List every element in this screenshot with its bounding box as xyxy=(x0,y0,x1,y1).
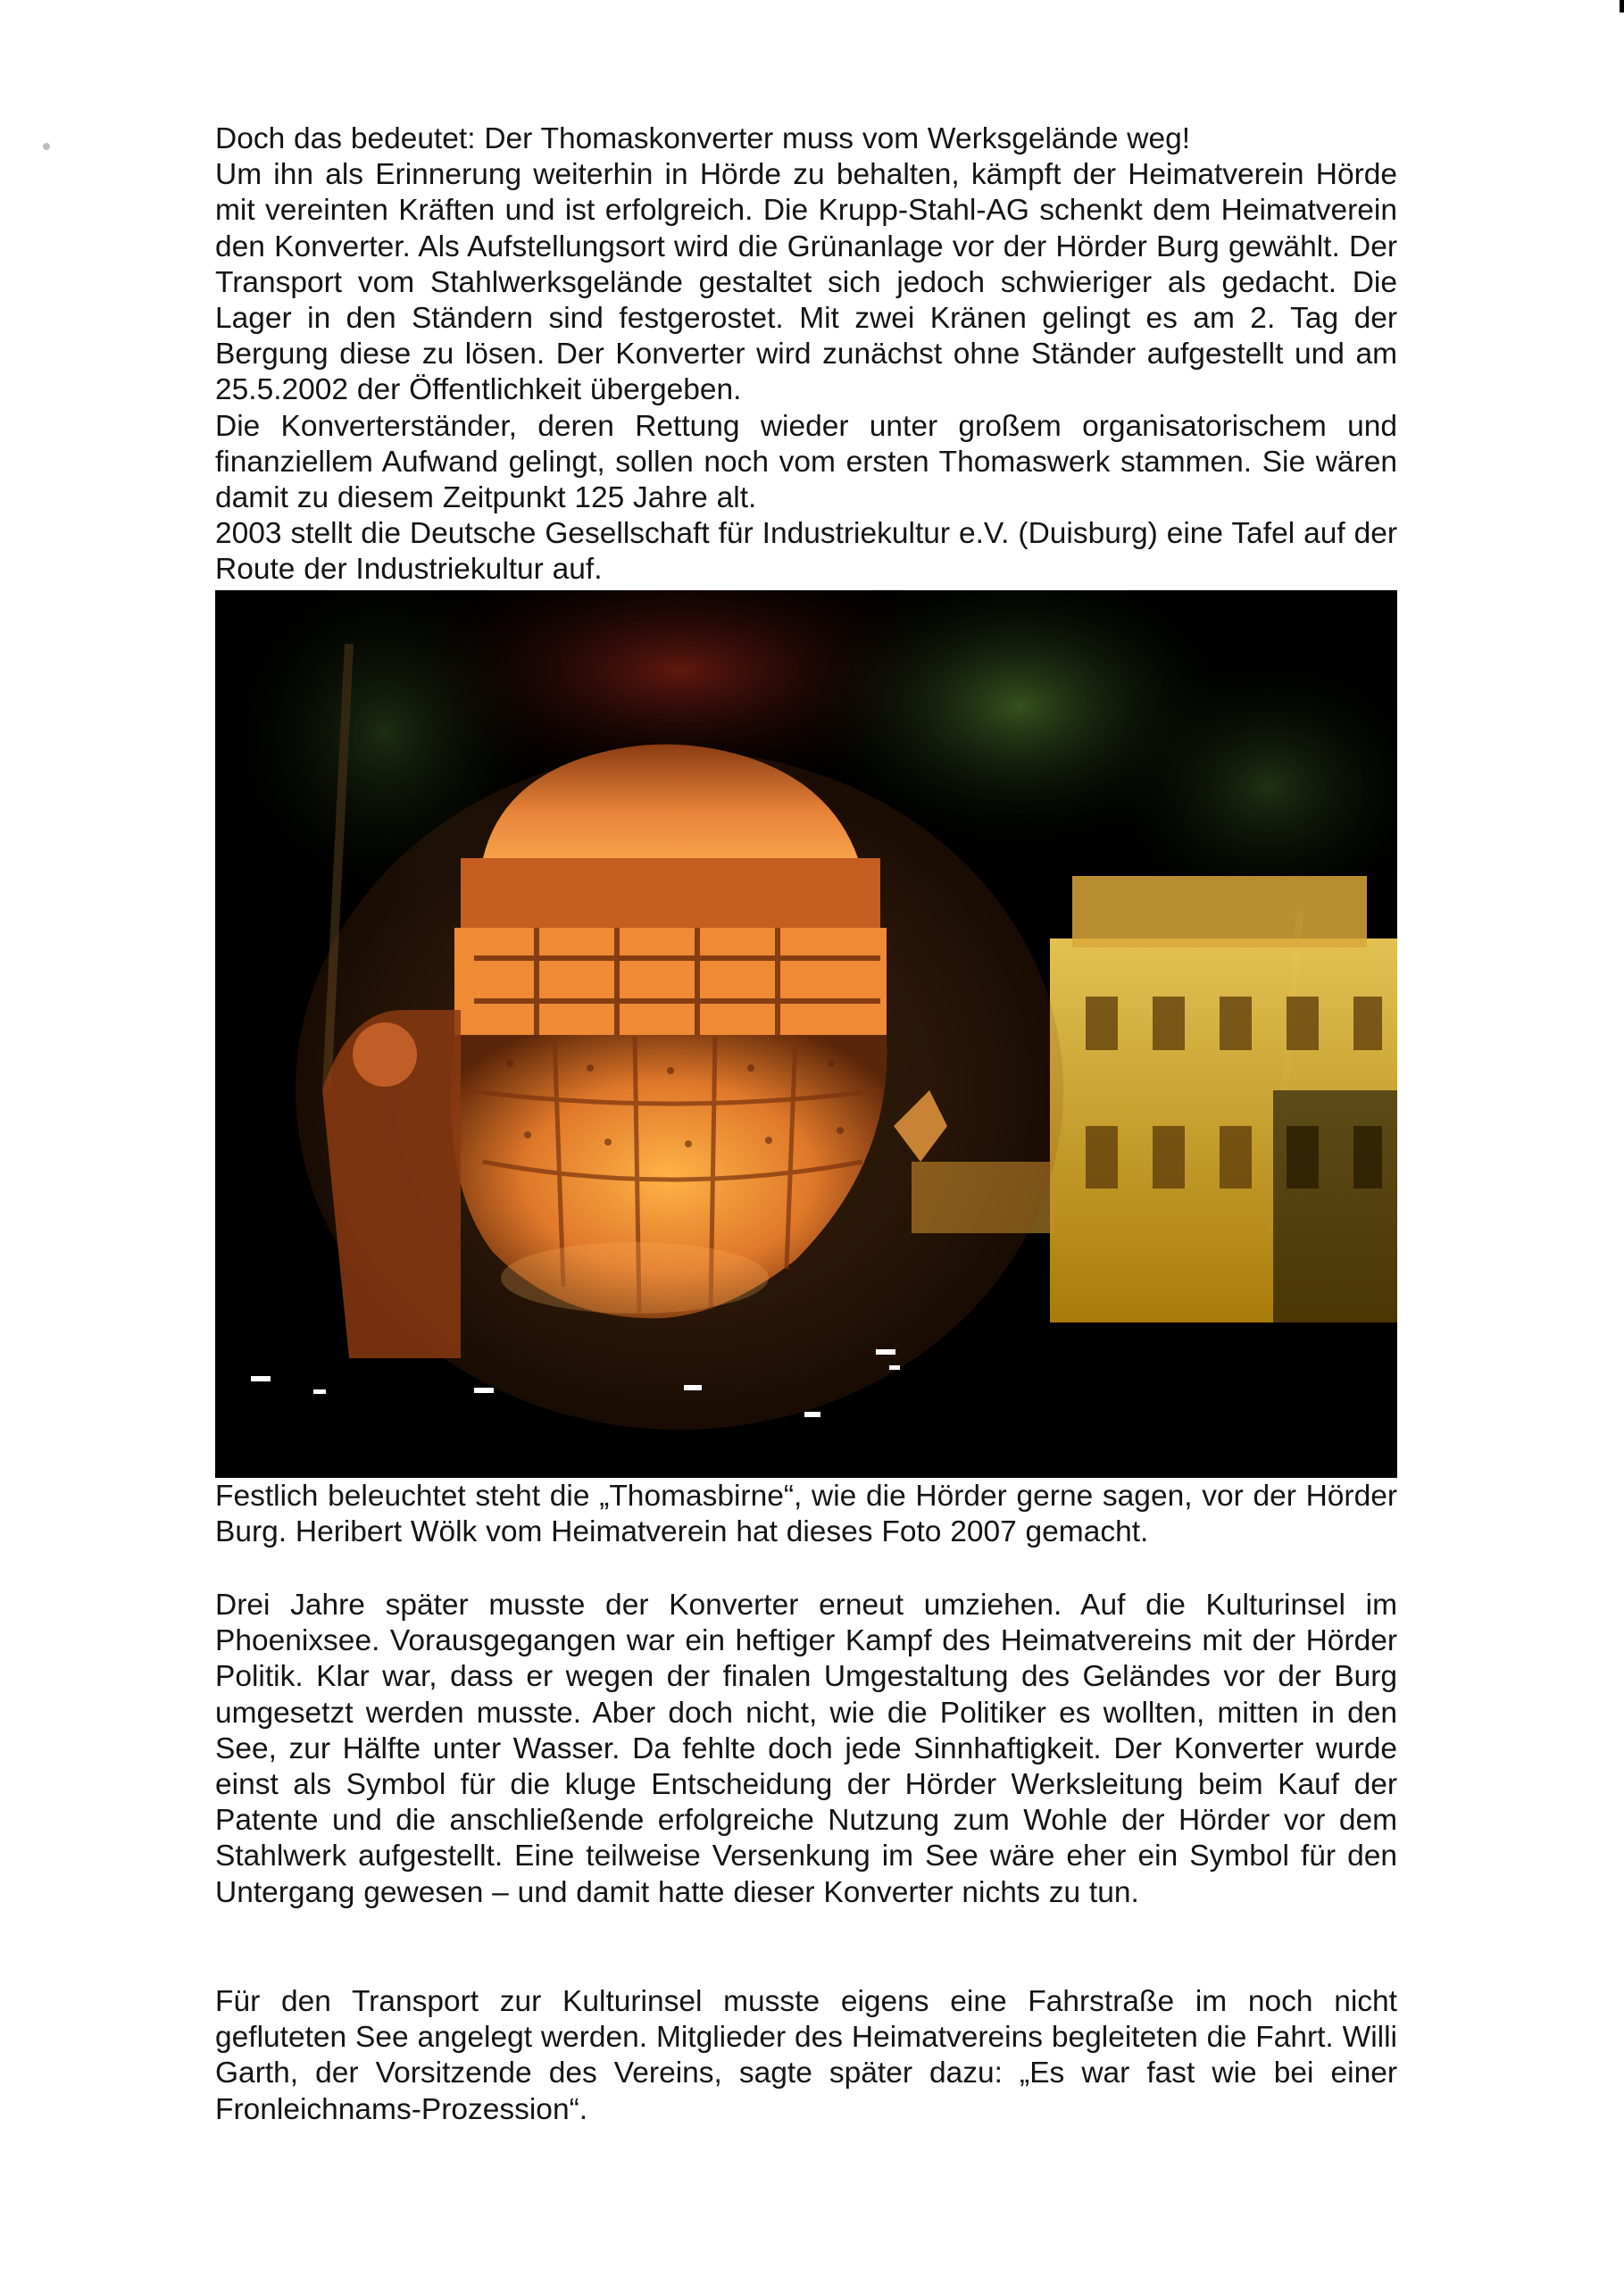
paragraph-drei-jahre-spaeter: Drei Jahre später musste der Konverter erneut umziehen. Auf die Kulturinsel im Phoenixsee. Vorausgegangen war ein heftiger Kampf des Heimatvereins mit der Hörder Politik. Klar war, dass er wegen der finalen Umgestaltung des Geländes vor der Burg umgesetzt werden musste. Aber doch nicht, wie die Politiker es wollten, mitten in den See, zur Hälfte unter Wasser. Da fehlte doch jede Sinnhaftigkeit. Der Konverter wurde einst als Symbol für die kluge Entscheidung der Hörder Werksleitung beim Kauf der Patente und die anschließende erfolgreiche Nutzung zum Wohle der Hörder vor dem Stahlwerk aufgestellt. Eine teilweise Versenkung im See wäre eher ein Symbol für den Untergang gewesen – und damit hatte dieser Konverter nichts zu tun. xyxy=(215,1589,1397,1909)
paragraph-block-transport xyxy=(215,1984,1397,2128)
paragraph-konverterstaender: Die Konverterständer, deren Rettung wieder unter großem organisatorischem und finanziellem Aufwand gelingt, sollen noch vom ersten Thomaswerk stammen. Sie wären damit zu diesem Zeitpunkt 125 Jahre alt. xyxy=(215,409,1397,515)
scan-speck xyxy=(43,143,50,150)
top-text-block xyxy=(215,121,1397,588)
paragraph-heimatverein-kampf: Um ihn als Erinnerung weiterhin in Hörde zu behalten, kämpft der Heimatverein Hörde mit vereinten Kräften und ist erfolgreich. Die Krupp-Stahl-AG schenkt dem Heimatverein den Konverter. Als Aufstellungsort wird die Grünanlage vor der Hörder Burg gewählt. Der Transport vom Stahlwerksgelände gestaltet sich jedoch schwieriger als gedacht. Die Lager in den Ständern sind festgerostet. Mit zwei Kränen gelingt es am 2. Tag der Bergung diese zu lösen. Der Konverter wird zunächst ohne Ständer aufgestellt und am 25.5.2002 der Öffentlichkeit übergeben. xyxy=(215,158,1397,407)
paragraph-thomaskonverter-weg: Doch das bedeutet: Der Thomaskonverter muss vom Werksgelände weg! xyxy=(215,122,1191,155)
paragraph-block-drei-jahre xyxy=(215,1588,1397,1911)
photo-caption xyxy=(215,1479,1397,1550)
scan-edge-mark xyxy=(1620,0,1624,13)
photo-thomasbirne xyxy=(215,590,1397,1478)
paragraph-industriekultur-tafel: 2003 stellt die Deutsche Gesellschaft für Industriekultur e.V. (Duisburg) eine Tafel auf der Route der Industriekultur auf. xyxy=(215,517,1397,587)
caption-text: Festlich beleuchtet steht die „Thomasbirne“, wie die Hörder gerne sagen, vor der Hörder Burg. Heribert Wölk vom Heimatverein hat dieses Foto 2007 gemacht. xyxy=(215,1480,1397,1549)
paragraph-transport-kulturinsel: Für den Transport zur Kulturinsel musste eigens eine Fahrstraße im noch nicht gefluteten See angelegt werden. Mitglieder des Heimatvereins begleiteten die Fahrt. Willi Garth, der Vorsitzende des Vereins, sagte später dazu: „Es war fast wie bei einer Fronleichnams-Prozession“. xyxy=(215,1985,1397,2126)
